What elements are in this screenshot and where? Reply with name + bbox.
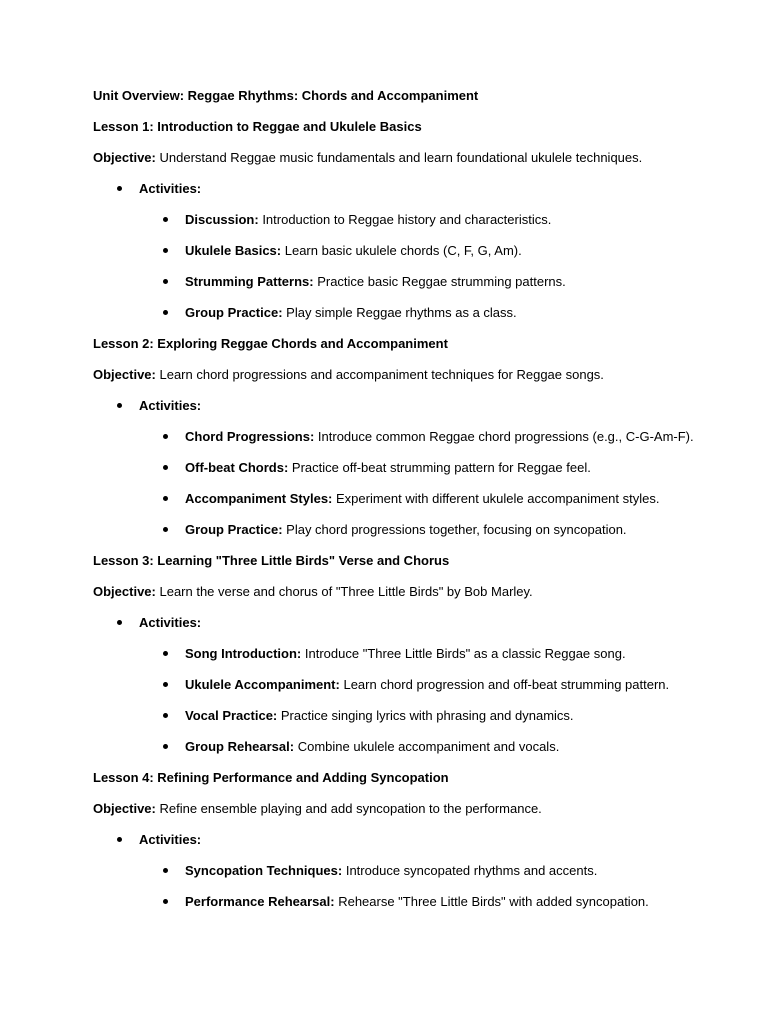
bullet-icon — [163, 279, 168, 284]
activity-text: Combine ukulele accompaniment and vocals. — [297, 739, 560, 754]
bullet-icon — [117, 837, 122, 842]
activity-text: Learn chord progression and off-beat strumming pattern. — [343, 677, 670, 692]
activity-text: Practice off-beat strumming pattern for Reggae feel. — [291, 460, 591, 475]
activity-label: Performance Rehearsal: — [185, 894, 335, 909]
lesson-heading: Lesson 1: Introduction to Reggae and Ukulele Basics — [93, 119, 422, 134]
objective-text: Learn the verse and chorus of "Three Little Birds" by Bob Marley. — [159, 584, 533, 599]
objective-text: Understand Reggae music fundamentals and learn foundational ukulele techniques. — [159, 150, 643, 165]
activity-label: Group Practice: — [185, 522, 283, 537]
list-item — [185, 738, 559, 756]
activity-label: Ukulele Basics: — [185, 243, 282, 258]
list-item — [185, 459, 591, 477]
objective-label: Objective: — [93, 584, 156, 599]
lesson-heading: Lesson 3: Learning "Three Little Birds" Verse and Chorus — [93, 553, 450, 568]
activity-text: Rehearse "Three Little Birds" with added syncopation. — [338, 894, 649, 909]
activity-label: Group Rehearsal: — [185, 739, 295, 754]
objective — [93, 149, 642, 167]
unit-title: Unit Overview: Reggae Rhythms: Chords and Accompaniment — [93, 88, 479, 103]
activity-text: Practice basic Reggae strumming patterns. — [317, 274, 566, 289]
objective-label: Objective: — [93, 150, 156, 165]
list-item — [185, 242, 522, 260]
bullet-icon — [117, 403, 122, 408]
activity-label: Song Introduction: — [185, 646, 302, 661]
activity-label: Strumming Patterns: — [185, 274, 314, 289]
bullet-icon — [163, 682, 168, 687]
activity-text: Learn basic ukulele chords (C, F, G, Am). — [284, 243, 522, 258]
objective-text: Refine ensemble playing and add syncopation to the performance. — [159, 801, 542, 816]
list-item — [185, 304, 517, 322]
list-item — [185, 273, 566, 291]
activity-label: Group Practice: — [185, 305, 283, 320]
list-item — [185, 211, 551, 229]
bullet-icon — [117, 186, 122, 191]
objective — [93, 583, 533, 601]
activities-label: Activities: — [139, 398, 202, 413]
activity-label: Off-beat Chords: — [185, 460, 289, 475]
activity-text: Introduce syncopated rhythms and accents. — [345, 863, 598, 878]
bullet-icon — [163, 744, 168, 749]
bullet-icon — [163, 217, 168, 222]
activities-label: Activities: — [139, 832, 202, 847]
bullet-icon — [163, 434, 168, 439]
objective-label: Objective: — [93, 801, 156, 816]
activity-label: Syncopation Techniques: — [185, 863, 343, 878]
list-item — [185, 645, 626, 663]
bullet-icon — [163, 868, 168, 873]
activity-text: Play simple Reggae rhythms as a class. — [286, 305, 517, 320]
list-item — [185, 521, 627, 539]
bullet-icon — [163, 496, 168, 501]
bullet-icon — [163, 248, 168, 253]
bullet-icon — [117, 620, 122, 625]
lesson-heading: Lesson 4: Refining Performance and Adding Syncopation — [93, 770, 449, 785]
list-item — [185, 490, 659, 508]
activity-text: Introduce common Reggae chord progressions (e.g., C-G-Am-F). — [317, 429, 694, 444]
list-item — [185, 893, 649, 911]
activity-label: Vocal Practice: — [185, 708, 278, 723]
activity-text: Introduce "Three Little Birds" as a classic Reggae song. — [304, 646, 626, 661]
objective — [93, 366, 604, 384]
list-item — [185, 707, 574, 725]
bullet-icon — [163, 651, 168, 656]
activities-label: Activities: — [139, 615, 202, 630]
lesson-heading: Lesson 2: Exploring Reggae Chords and Accompaniment — [93, 336, 448, 351]
objective-label: Objective: — [93, 367, 156, 382]
list-item — [185, 676, 669, 694]
bullet-icon — [163, 527, 168, 532]
activity-text: Experiment with different ukulele accompaniment styles. — [336, 491, 660, 506]
activity-label: Chord Progressions: — [185, 429, 315, 444]
bullet-icon — [163, 899, 168, 904]
activities-label: Activities: — [139, 181, 202, 196]
activity-label: Discussion: — [185, 212, 259, 227]
bullet-icon — [163, 310, 168, 315]
objective — [93, 800, 542, 818]
bullet-icon — [163, 465, 168, 470]
activity-label: Accompaniment Styles: — [185, 491, 333, 506]
activity-text: Introduction to Reggae history and characteristics. — [262, 212, 552, 227]
list-item — [185, 428, 694, 446]
activity-label: Ukulele Accompaniment: — [185, 677, 340, 692]
activity-text: Play chord progressions together, focusing on syncopation. — [286, 522, 627, 537]
bullet-icon — [163, 713, 168, 718]
activity-text: Practice singing lyrics with phrasing and dynamics. — [280, 708, 574, 723]
objective-text: Learn chord progressions and accompaniment techniques for Reggae songs. — [159, 367, 604, 382]
list-item — [185, 862, 597, 880]
